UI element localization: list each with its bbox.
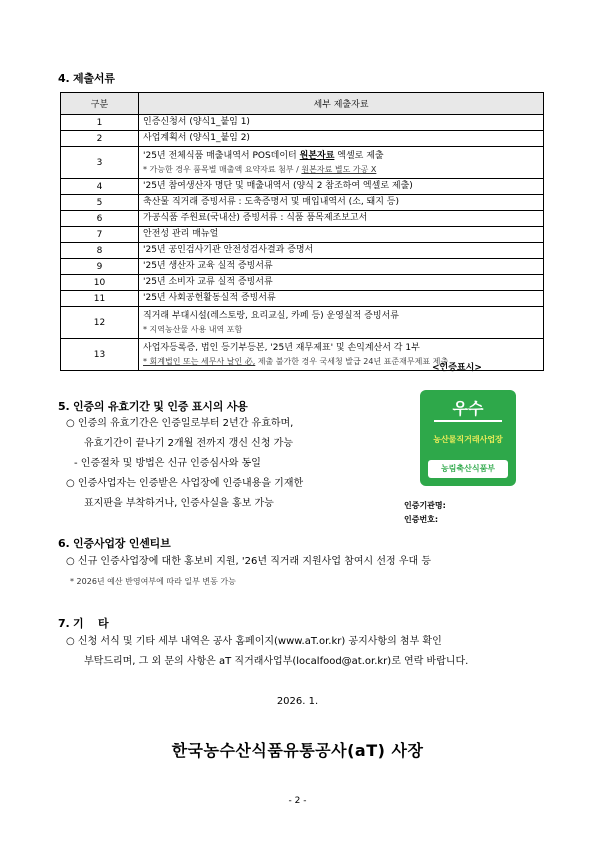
page-number: - 2 - (288, 796, 307, 806)
table-row (61, 243, 544, 259)
row-number: 1 (61, 115, 139, 131)
row-text: 축산물 직거래 증빙서류 : 도축증명서 및 매입내역서 (소, 돼지 등) (139, 195, 544, 211)
row-text: '25년 소비자 교류 실적 증빙서류 (139, 275, 544, 291)
cert-mark-org: 농림축산식품부 (428, 460, 508, 478)
row-text: '25년 공인검사기관 안전성검사결과 증명서 (139, 243, 544, 259)
table-row (61, 275, 544, 291)
row-text (139, 307, 544, 339)
row-subnote: * 지역농산물 사용 내역 포함 (143, 324, 243, 334)
sec5-line-5: 표지판을 부착하거나, 인증사실을 홍보 가능 (84, 498, 274, 509)
col-header-details: 세부 제출자료 (139, 93, 544, 115)
row-number: 11 (61, 291, 139, 307)
row-text: 인증신청서 (양식1_붙임 1) (139, 115, 544, 131)
table-row (61, 115, 544, 131)
sec5-line-2: 유효기간이 끝나기 2개월 전까지 갱신 신청 가능 (84, 438, 293, 449)
row-number: 7 (61, 227, 139, 243)
sec6-note: * 2026년 예산 반영여부에 따라 일부 변동 가능 (70, 577, 236, 586)
table-row (61, 259, 544, 275)
row-number: 5 (61, 195, 139, 211)
table-row (61, 195, 544, 211)
row-subnote-pre: * 가능한 경우 품목별 매출액 요약자료 첨부 / (143, 164, 302, 174)
row-text-main: 사업자등록증, 법인 등기부등본, '25년 재무제표' 및 손익계산서 각 1부 (143, 342, 420, 353)
sec5-line-3: - 인증절차 및 방법은 신규 인증심사와 동일 (74, 458, 261, 469)
cert-caption: <인증표시> (432, 363, 482, 373)
table-row (61, 131, 544, 147)
row-text: 가공식품 주원료(국내산) 증빙서류 : 식품 품목제조보고서 (139, 211, 544, 227)
sec5-line-4: ○ 인증사업자는 인증받은 사업장에 인증내용을 기재한 (66, 478, 304, 489)
row-number: 9 (61, 259, 139, 275)
col-header-category: 구분 (61, 93, 139, 115)
section-6-title: 6. 인증사업장 인센티브 (58, 537, 171, 550)
documents-table (60, 92, 544, 371)
cert-mark-subtitle: 농산물직거래사업장 (433, 435, 503, 444)
row-text: 사업계획서 (양식1_붙임 2) (139, 131, 544, 147)
row-text-bold: 원본자료 (299, 150, 335, 161)
certification-mark (420, 390, 516, 486)
sec6-line: ○ 신규 인증사업장에 대한 홍보비 지원, '26년 직거래 지원사업 참여시 선정 우대 등 (66, 556, 431, 567)
table-row (61, 307, 544, 339)
sec5-line-1: ○ 인증의 유효기간은 인증일로부터 2년간 유효하며, (66, 418, 294, 429)
row-subnote-underline: * 회계법인 또는 세무사 날인 必, (143, 356, 256, 366)
table-row (61, 179, 544, 195)
section-7-title: 7. 기 타 (58, 617, 109, 630)
document-date: 2026. 1. (276, 696, 319, 707)
row-subnote-underline: 원본자료 별도 가공 X (301, 164, 377, 174)
row-subnote-post: 제출 불가한 경우 국세청 발급 24년 표준재무제표 제출 (255, 356, 449, 366)
row-number: 6 (61, 211, 139, 227)
table-row (61, 227, 544, 243)
row-text (139, 147, 544, 179)
row-number: 3 (61, 147, 139, 179)
table-row (61, 291, 544, 307)
row-text (139, 339, 544, 371)
section-5-title: 5. 인증의 유효기간 및 인증 표시의 사용 (58, 400, 248, 413)
sec7-line-1: ○ 신청 서식 및 기타 세부 내역은 공사 홈페이지(www.aT.or.kr) 공지사항의 첨부 확인 (66, 636, 442, 647)
cert-mark-divider (434, 420, 502, 422)
row-number: 4 (61, 179, 139, 195)
row-text: '25년 생산자 교육 실적 증빙서류 (139, 259, 544, 275)
row-text-main: 직거래 부대시설(레스토랑, 요리교실, 카페 등) 운영실적 증빙서류 (143, 310, 399, 321)
row-number: 10 (61, 275, 139, 291)
row-number: 12 (61, 307, 139, 339)
row-number: 13 (61, 339, 139, 371)
table-row (61, 147, 544, 179)
signature: 한국농수산식품유통공사(aT) 사장 (171, 741, 424, 760)
table-header-row (61, 93, 544, 115)
row-text-post: 엑셀로 제출 (334, 150, 384, 161)
row-number: 2 (61, 131, 139, 147)
sec7-line-2: 부탁드리며, 그 외 문의 사항은 aT 직거래사업부(localfood@at.or.kr)로 연락 바랍니다. (84, 656, 469, 667)
table-row (61, 211, 544, 227)
cert-number-label: 인증번호: (404, 515, 439, 524)
section-4-title: 4. 제출서류 (58, 72, 115, 85)
row-subnote (143, 163, 539, 176)
row-text: 안전성 관리 매뉴얼 (139, 227, 544, 243)
row-text: '25년 사회공헌활동실적 증빙서류 (139, 291, 544, 307)
row-text: '25년 참여생산자 명단 및 매출내역서 (양식 2 참조하여 엑셀로 제출) (139, 179, 544, 195)
cert-mark-title: 우수 (452, 399, 484, 418)
cert-agency-label: 인증기관명: (404, 501, 446, 510)
row-text-pre: '25년 전체식품 매출내역서 POS데이터 (143, 150, 300, 161)
row-number: 8 (61, 243, 139, 259)
